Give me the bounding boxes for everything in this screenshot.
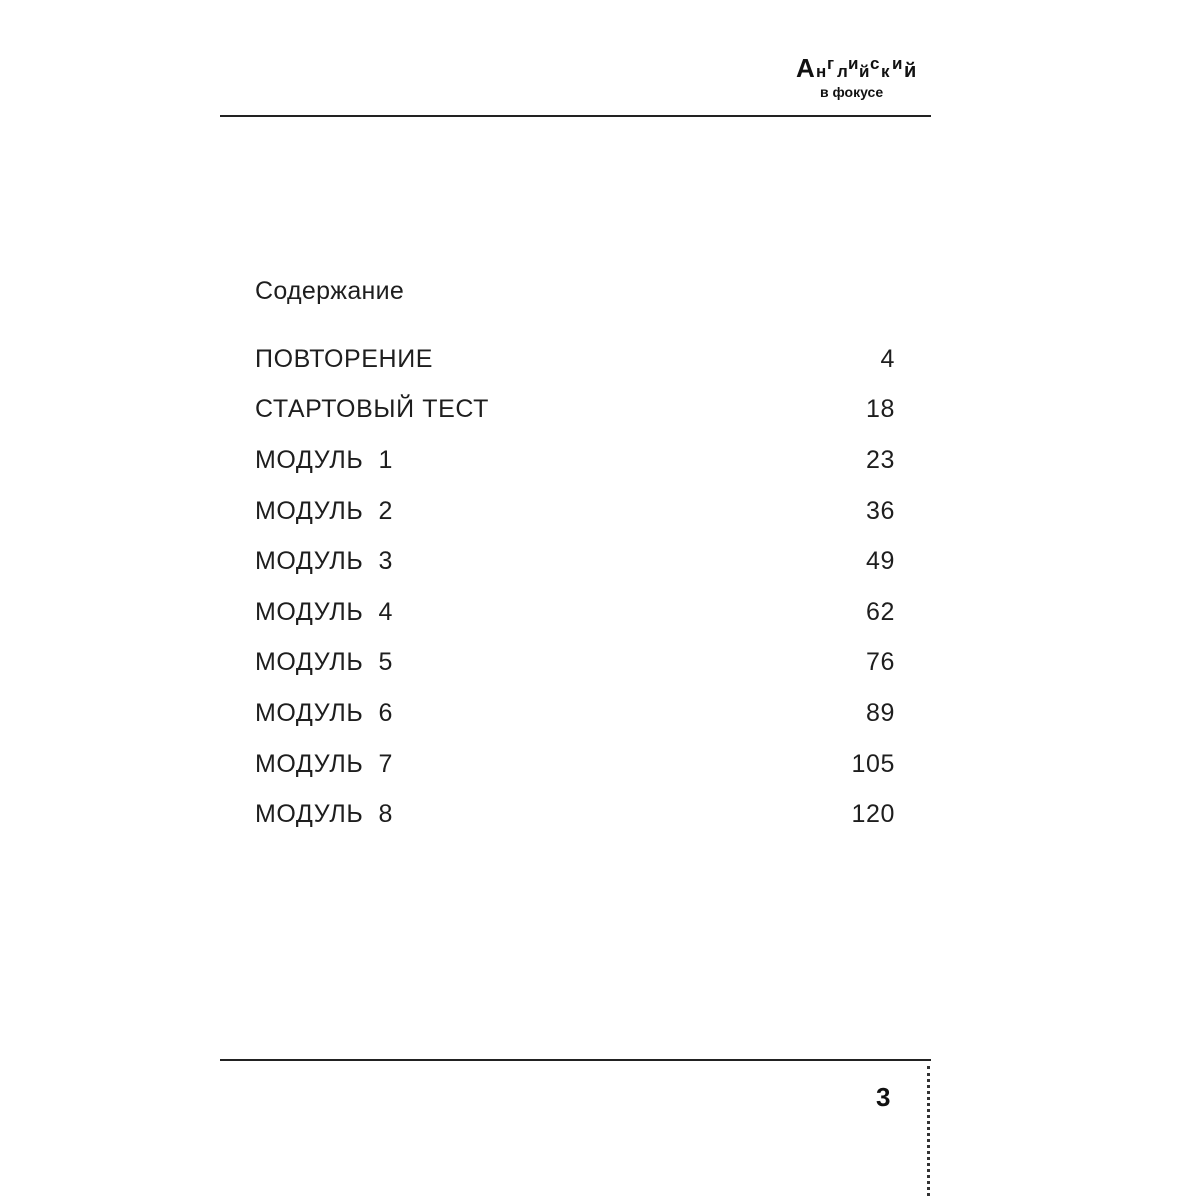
toc-entry-page: 36 [865, 496, 895, 525]
toc-entry-title: МОДУЛЬ 1 [255, 445, 393, 474]
toc-entry-page: 18 [865, 395, 895, 424]
toc-entry[interactable] [255, 486, 895, 537]
svg-text:й: й [859, 62, 870, 81]
svg-text:и: и [892, 54, 903, 73]
toc-entry-page: 105 [851, 749, 895, 778]
toc-entry-page: 76 [865, 648, 895, 677]
toc-entry[interactable] [255, 638, 895, 689]
book-logo [792, 52, 932, 106]
toc-entry-title: МОДУЛЬ 4 [255, 597, 393, 626]
header-divider [220, 115, 931, 117]
svg-text:н: н [816, 62, 827, 81]
toc-entry[interactable] [255, 435, 895, 486]
svg-text:А: А [796, 53, 815, 83]
toc-entry[interactable] [255, 385, 895, 436]
toc-entry-title: МОДУЛЬ 8 [255, 800, 393, 829]
footer-divider [220, 1059, 931, 1061]
svg-text:в фокусе: в фокусе [820, 84, 884, 100]
toc-entry[interactable] [255, 688, 895, 739]
dotted-page-edge [927, 1066, 930, 1196]
toc-entry-title: МОДУЛЬ 3 [255, 547, 393, 576]
toc-entry-page: 62 [865, 597, 895, 626]
svg-text:и: и [848, 54, 859, 73]
toc-entry[interactable] [255, 536, 895, 587]
table-of-contents [255, 334, 895, 840]
toc-entry-page: 49 [865, 547, 895, 576]
toc-entry-page: 89 [865, 698, 895, 727]
toc-entry-title: МОДУЛЬ 2 [255, 496, 393, 525]
toc-entry[interactable] [255, 334, 895, 385]
page-number: 3 [876, 1082, 891, 1112]
svg-text:к: к [881, 62, 890, 81]
toc-entry[interactable] [255, 739, 895, 790]
toc-entry-title: ПОВТОРЕНИЕ [255, 344, 434, 373]
toc-entry-page: 4 [880, 344, 895, 373]
toc-entry[interactable] [255, 789, 895, 840]
svg-text:с: с [870, 54, 880, 73]
toc-entry-title: МОДУЛЬ 6 [255, 698, 393, 727]
toc-entry-title: МОДУЛЬ 7 [255, 749, 393, 778]
toc-entry[interactable] [255, 587, 895, 638]
book-logo-graphic [792, 52, 932, 106]
svg-text:г: г [827, 54, 835, 73]
svg-text:л: л [837, 62, 848, 81]
svg-text:й: й [904, 60, 917, 82]
toc-entry-page: 23 [865, 445, 895, 474]
toc-entry-page: 120 [851, 800, 895, 829]
toc-entry-title: МОДУЛЬ 5 [255, 648, 393, 677]
toc-heading: Содержание [255, 277, 405, 305]
toc-entry-title: СТАРТОВЫЙ ТЕСТ [255, 395, 490, 424]
